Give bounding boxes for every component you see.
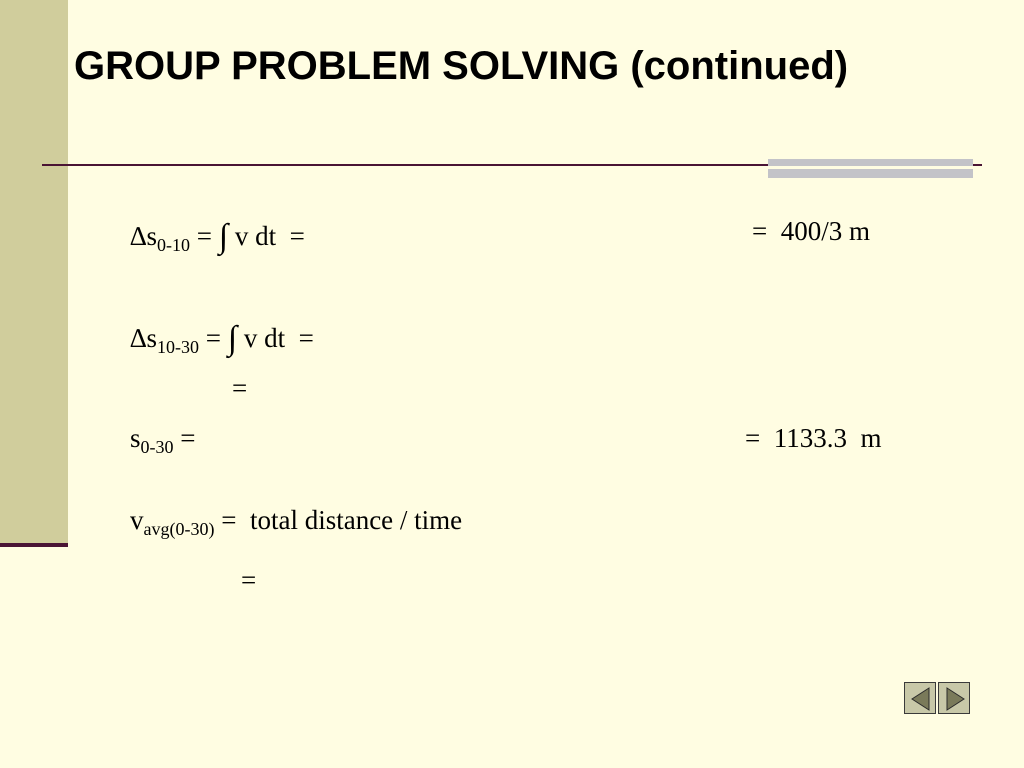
equation-continuation-2: = [241,565,257,595]
integral-symbol: ∫ [218,218,229,255]
title-accent-bar [768,159,973,178]
result-delta-s-0-10: = 400/3 m [752,216,870,246]
integral-symbol: ∫ [227,320,238,357]
triangle-left-icon [905,683,937,715]
triangle-right-icon [939,683,971,715]
equation-s-0-30: $s_{0-30}$ = [130,423,196,457]
slide-title: GROUP PROBLEM SOLVING (continued) [74,44,849,88]
equation-continuation-1: = [232,373,248,403]
side-divider [0,543,68,547]
next-slide-button[interactable] [938,682,970,714]
equation-delta-s-10-30: $\Delta s_{10-30}$ = ∫ v dt = [130,320,314,357]
equation-delta-s-0-10: $\Delta s_{0-10}$ = ∫ v dt = [130,218,305,255]
result-s-0-30: = 1133.3 m [745,423,882,453]
equation-v-avg: $v_{avg(0-30)}$ = total distance / time [130,505,463,539]
side-decor-bar [0,0,68,545]
prev-slide-button[interactable] [904,682,936,714]
